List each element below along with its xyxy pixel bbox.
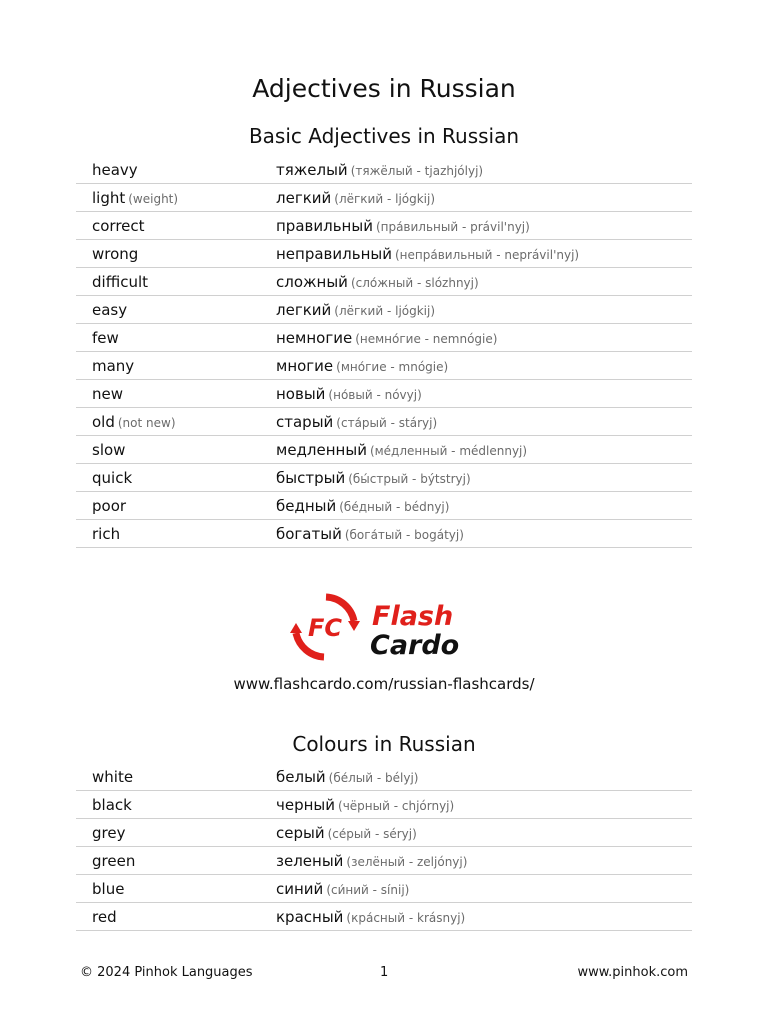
english-text: heavy (92, 160, 138, 179)
pronunciation: (бе́лый - bélyj) (328, 770, 419, 785)
english-word (76, 436, 276, 464)
english-word (76, 324, 276, 352)
table-row (76, 240, 692, 268)
flashcardo-logo[interactable] (290, 591, 480, 663)
russian-word (276, 156, 692, 184)
pronunciation: (лёгкий - ljógkij) (334, 303, 436, 318)
russian-word (276, 436, 692, 464)
russian-text: быстрый (276, 468, 346, 487)
russian-text: белый (276, 767, 326, 786)
table-row (76, 875, 692, 903)
table-row (76, 156, 692, 184)
table-row (76, 408, 692, 436)
english-text: poor (92, 496, 127, 515)
english-text: black (92, 795, 132, 814)
table-row (76, 352, 692, 380)
russian-word (276, 763, 692, 791)
russian-text: легкий (276, 188, 332, 207)
english-text: white (92, 767, 134, 786)
pronunciation: (чёрный - chjórnyj) (338, 798, 455, 813)
pronunciation: (ста́рый - stáryj) (336, 415, 438, 430)
flashcardo-url[interactable]: www.flashcardo.com/russian-flashcards/ (233, 675, 535, 693)
table-row (76, 492, 692, 520)
english-word (76, 791, 276, 819)
pronunciation: (пра́вильный - právil'nyj) (375, 219, 530, 234)
english-text: red (92, 907, 117, 926)
english-text: light (92, 188, 126, 207)
pronunciation: (тяжёлый - tjazhjólyj) (350, 163, 484, 178)
table-row (76, 903, 692, 931)
russian-word (276, 268, 692, 296)
table-row (76, 268, 692, 296)
svg-text:Flash: Flash (372, 601, 454, 632)
section-title-basic: Basic Adjectives in Russian (248, 124, 520, 148)
russian-word (276, 380, 692, 408)
table-row (76, 847, 692, 875)
russian-text: немногие (276, 328, 353, 347)
table-row (76, 324, 692, 352)
russian-word (276, 520, 692, 548)
table-row (76, 436, 692, 464)
russian-text: тяжелый (276, 160, 348, 179)
english-word (76, 212, 276, 240)
russian-word (276, 492, 692, 520)
russian-text: красный (276, 907, 344, 926)
english-word (76, 352, 276, 380)
russian-word (276, 903, 692, 931)
english-word (76, 268, 276, 296)
english-word (76, 492, 276, 520)
english-text: new (92, 384, 124, 403)
pronunciation: (немно́гие - nemnógie) (355, 331, 498, 346)
table-row (76, 296, 692, 324)
pronunciation: (се́рый - séryj) (327, 826, 417, 841)
pronunciation: (сло́жный - slózhnyj) (350, 275, 479, 290)
english-word (76, 847, 276, 875)
english-word (76, 156, 276, 184)
table-row (76, 212, 692, 240)
russian-word (276, 408, 692, 436)
russian-text: зеленый (276, 851, 344, 870)
english-text: easy (92, 300, 128, 319)
pronunciation: (мно́гие - mnógie) (336, 359, 449, 374)
russian-word (276, 212, 692, 240)
english-text: difficult (92, 272, 148, 291)
pronunciation: (ме́дленный - médlennyj) (369, 443, 528, 458)
russian-text: медленный (276, 440, 367, 459)
english-word (76, 240, 276, 268)
pronunciation: (бы́стрый - být​stryj) (348, 471, 471, 486)
english-text: few (92, 328, 119, 347)
english-text: wrong (92, 244, 139, 263)
pronunciation: (непра́вильный - neprávil'nyj) (394, 247, 580, 262)
pronunciation: (бе́дный - bédnyj) (339, 499, 450, 514)
russian-word (276, 464, 692, 492)
english-text: rich (92, 524, 121, 543)
russian-word (276, 791, 692, 819)
english-word (76, 380, 276, 408)
russian-word (276, 847, 692, 875)
table-row (76, 380, 692, 408)
english-text: correct (92, 216, 145, 235)
russian-word (276, 296, 692, 324)
english-word (76, 903, 276, 931)
colours-table (76, 763, 692, 931)
english-note: (weight) (128, 191, 179, 206)
russian-text: черный (276, 795, 336, 814)
table-row (76, 464, 692, 492)
english-text: blue (92, 879, 125, 898)
table-row (76, 520, 692, 548)
russian-text: легкий (276, 300, 332, 319)
pronunciation: (кра́сный - krásnyj) (346, 910, 466, 925)
russian-text: серый (276, 823, 325, 842)
english-word (76, 819, 276, 847)
pronunciation: (си́ний - sínij) (326, 882, 410, 897)
english-text: slow (92, 440, 126, 459)
pronunciation: (лёгкий - ljógkij) (334, 191, 436, 206)
russian-word (276, 352, 692, 380)
english-word (76, 296, 276, 324)
table-row (76, 791, 692, 819)
footer-copyright: © 2024 Pinhok Languages (80, 965, 253, 980)
section-title-colours: Colours in Russian (292, 732, 476, 756)
svg-text:FC: FC (307, 614, 343, 642)
russian-text: старый (276, 412, 334, 431)
table-row (76, 819, 692, 847)
english-text: many (92, 356, 135, 375)
pronunciation: (зелёный - zeljónyj) (346, 854, 468, 869)
russian-word (276, 240, 692, 268)
basic-adjectives-table (76, 156, 692, 548)
pronunciation: (но́вый - nóvyj) (328, 387, 422, 402)
english-word (76, 408, 276, 436)
russian-text: неправильный (276, 244, 392, 263)
page-title: Adjectives in Russian (252, 74, 516, 103)
english-text: quick (92, 468, 133, 487)
footer-page-number: 1 (380, 965, 389, 980)
russian-text: правильный (276, 216, 373, 235)
table-row (76, 763, 692, 791)
english-word (76, 520, 276, 548)
russian-word (276, 324, 692, 352)
flashcardo-mark-icon (290, 597, 360, 657)
russian-text: сложный (276, 272, 348, 291)
russian-text: бедный (276, 496, 337, 515)
russian-text: богатый (276, 524, 342, 543)
english-word (76, 763, 276, 791)
english-word (76, 464, 276, 492)
pronunciation: (бога́тый - bogátyj) (344, 527, 464, 542)
english-word (76, 875, 276, 903)
russian-text: новый (276, 384, 326, 403)
svg-text:Cardo: Cardo (370, 630, 460, 661)
russian-text: синий (276, 879, 324, 898)
english-text: green (92, 851, 136, 870)
footer-site[interactable]: www.pinhok.com (577, 965, 688, 980)
english-text: grey (92, 823, 126, 842)
english-word (76, 184, 276, 212)
russian-word (276, 875, 692, 903)
russian-word (276, 184, 692, 212)
english-note: (not new) (117, 415, 176, 430)
russian-word (276, 819, 692, 847)
english-text: old (92, 412, 115, 431)
table-row (76, 184, 692, 212)
russian-text: многие (276, 356, 334, 375)
